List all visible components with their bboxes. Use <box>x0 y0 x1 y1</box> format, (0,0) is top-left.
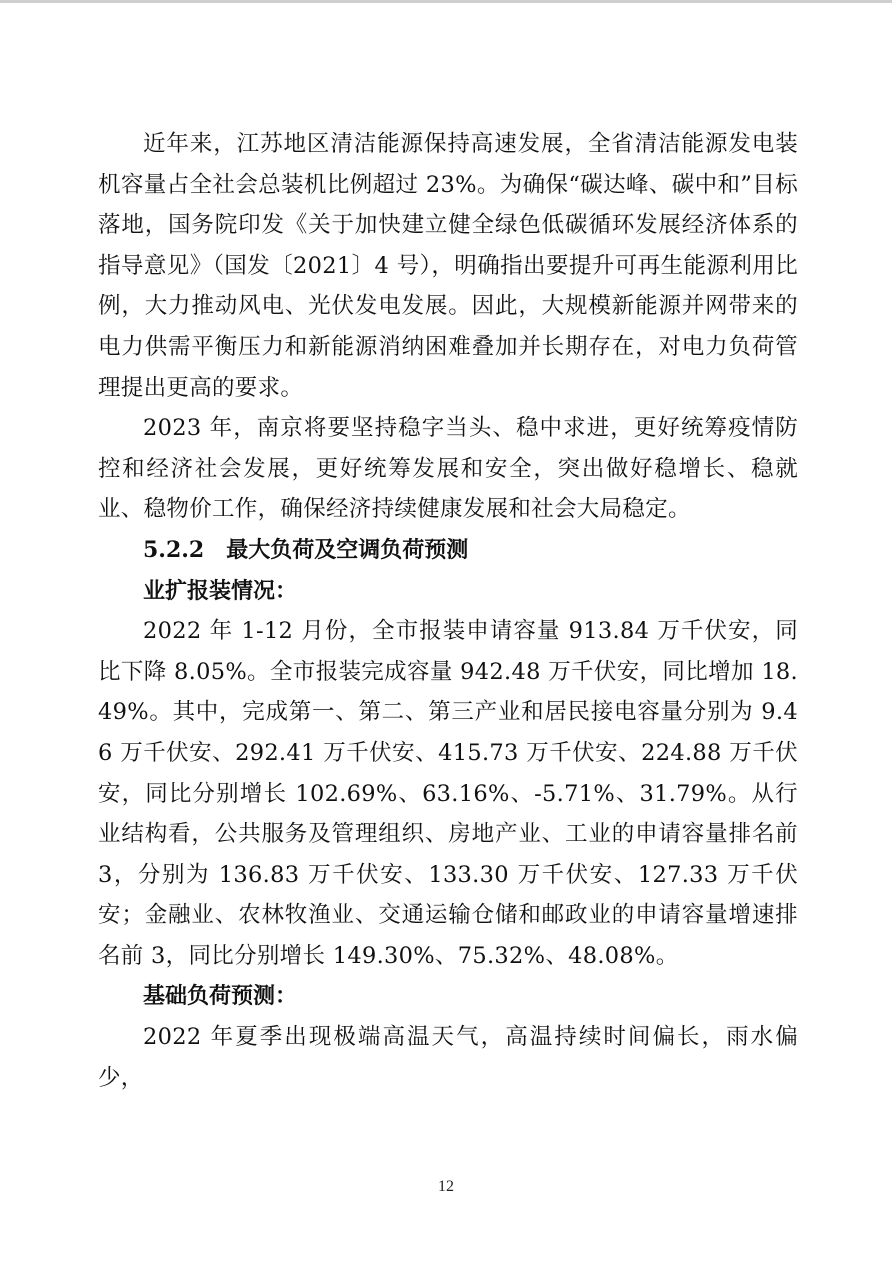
paragraph-summer-weather: 2022 年夏季出现极端高温天气，高温持续时间偏长，雨水偏少， <box>98 1024 798 1091</box>
paragraph-business-expansion: 2022 年 1-12 月份，全市报装申请容量 913.84 万千伏安，同比下降 8.05%。全市报装完成容量 942.48 万千伏安，同比增加 18.49%。其中，完成第一、第二、第三产业和居民接电容量分别为 9.46 万千伏安、292.41 万千伏安、415.73 万千伏安、224.88 万千伏安，同比分别增长 102.69%、63.16%、-5.71%、31.79%。从行业结构看，公共服务及管理组织、房地产业、工业的申请容量排名前 3，分别为 136.83 万千伏安、133.30 万千伏安、127.33 万千伏安；金融业、农林牧渔业、交通运输仓储和邮政业的申请容量增速排名前 3，同比分别增长 149.30%、75.32%、48.08%。 <box>98 618 798 969</box>
subheading-business-expansion: 业扩报装情况： <box>143 577 298 604</box>
paragraph-2023-outlook: 2023 年，南京将要坚持稳字当头、稳中求进，更好统筹疫情防控和经济社会发展，更好统筹发展和安全，突出做好稳增长、稳就业、稳物价工作，确保经济持续健康发展和社会大局稳定。 <box>98 415 798 523</box>
subheading-base-load-forecast: 基础负荷预测： <box>143 983 298 1010</box>
section-heading: 5.2.2 最大负荷及空调负荷预测 <box>143 536 469 563</box>
page-number: 12 <box>438 1178 454 1195</box>
document-page <box>98 124 798 1098</box>
top-border-line <box>0 0 892 3</box>
paragraph-clean-energy: 近年来，江苏地区清洁能源保持高速发展，全省清洁能源发电装机容量占全社会总装机比例超过 23%。为确保“碳达峰、碳中和”目标落地，国务院印发《关于加快建立健全绿色低碳循环发展经济体系的指导意见》（国发〔2021〕4 号），明确指出要提升可再生能源利用比例，大力推动风电、光伏发电发展。因此，大规模新能源并网带来的电力供需平衡压力和新能源消纳困难叠加并长期存在，对电力负荷管理提出更高的要求。 <box>98 131 798 401</box>
